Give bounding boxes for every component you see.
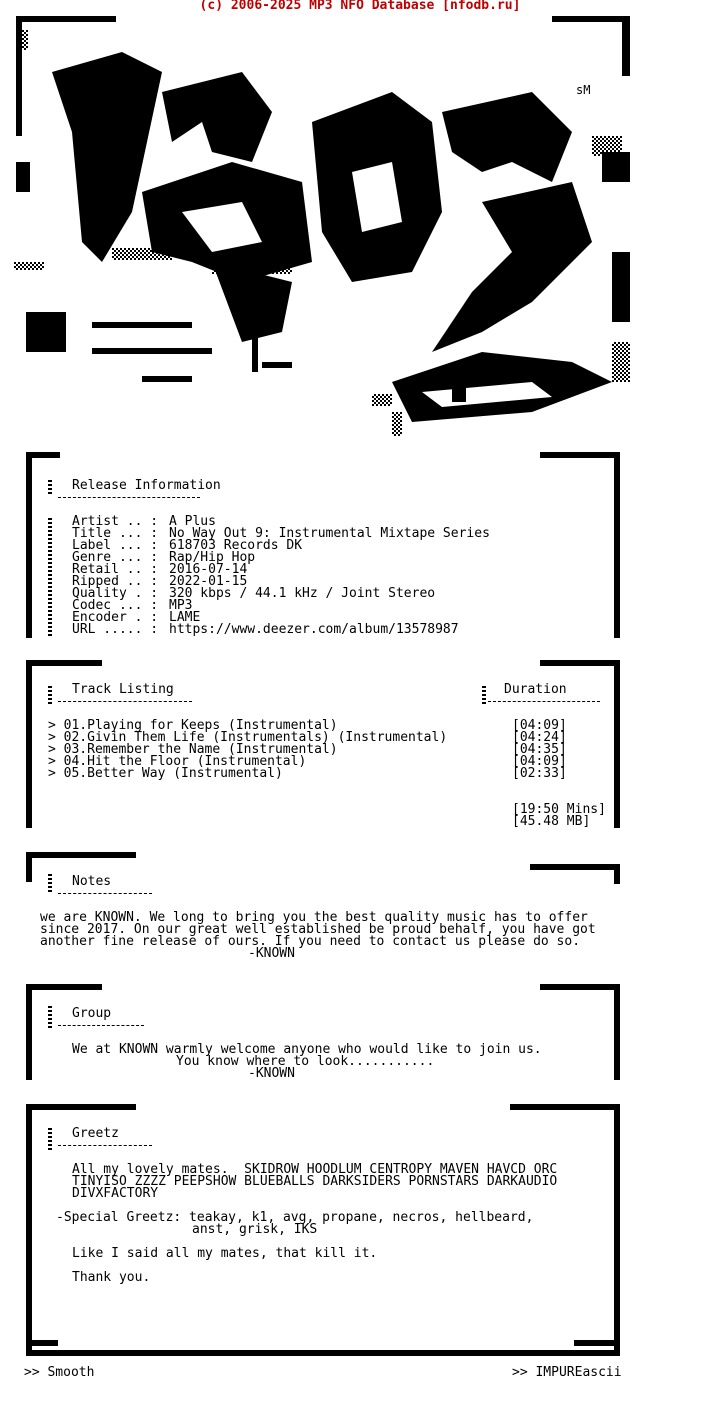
track-item: > 02.Givin Them Life (Instrumentals) (Instrumental) bbox=[48, 730, 448, 745]
duration-heading: Duration bbox=[504, 682, 567, 697]
release-field-artist: Artist .. : A Plus bbox=[72, 514, 216, 529]
track-durations bbox=[512, 720, 567, 780]
greetz-line: All my lovely mates. SKIDROW HOODLUM CENTROPY MAVEN HAVCD ORC bbox=[72, 1162, 558, 1177]
track-item: > 05.Better Way (Instrumental) bbox=[48, 766, 283, 781]
track-duration: [02:33] bbox=[512, 766, 567, 781]
track-item: > 04.Hit the Floor (Instrumental) bbox=[48, 754, 307, 769]
total-size: [45.48 MB] bbox=[512, 814, 591, 829]
track-list bbox=[48, 720, 447, 780]
total-time: [19:50 Mins] bbox=[512, 802, 606, 817]
track-item: > 01.Playing for Keeps (Instrumental) bbox=[48, 718, 338, 733]
greetz-line: TINYISO ZZZZ PEEPSHOW BLUEBALLS DARKSIDERS PORNSTARS DARKAUDIO bbox=[72, 1174, 558, 1189]
release-field-quality: Quality . : 320 kbps / 44.1 kHz / Joint Stereo bbox=[72, 586, 436, 601]
notes-heading: Notes bbox=[72, 874, 112, 889]
group-signature: -KNOWN bbox=[248, 1066, 295, 1081]
special-greetz-line: -Special Greetz: teakay, k1, avg, propane, necros, hellbeard, bbox=[56, 1210, 534, 1225]
release-field-genre: Genre ... : Rap/Hip Hop bbox=[72, 550, 256, 565]
track-duration: [04:24] bbox=[512, 730, 567, 745]
release-field-ripped: Ripped .. : 2022-01-15 bbox=[72, 574, 248, 589]
notes-signature: -KNOWN bbox=[248, 946, 295, 961]
release-field-title: Title ... : No Way Out 9: Instrumental Mixtape Series bbox=[72, 526, 490, 541]
release-field-encoder: Encoder . : LAME bbox=[72, 610, 201, 625]
greetz-line: DIVXFACTORY bbox=[72, 1186, 159, 1201]
art-signature: sM bbox=[576, 83, 591, 97]
group-line: We at KNOWN warmly welcome anyone who would like to join us. bbox=[72, 1042, 542, 1057]
release-field-url[interactable]: URL ..... : https://www.deezer.com/album/13578987 bbox=[72, 622, 459, 637]
footer-credit-left: >> Smooth bbox=[24, 1365, 95, 1380]
track-duration: [04:09] bbox=[512, 754, 567, 769]
release-info-heading: Release Information bbox=[72, 478, 221, 493]
release-fields bbox=[72, 516, 490, 636]
track-duration: [04:35] bbox=[512, 742, 567, 757]
notes-line: another fine release of ours. If you need to contact us please do so. bbox=[40, 934, 581, 949]
greetz-line: Like I said all my mates, that kill it. bbox=[72, 1246, 378, 1261]
release-field-codec: Codec ... : MP3 bbox=[72, 598, 193, 613]
group-line: You know where to look........... bbox=[176, 1054, 435, 1069]
special-greetz-line: anst, grisk, IKS bbox=[192, 1222, 318, 1237]
notes-line: we are KNOWN. We long to bring you the best quality music has to offer bbox=[40, 910, 588, 925]
greetz-heading: Greetz bbox=[72, 1126, 119, 1141]
release-field-retail: Retail .. : 2016-07-14 bbox=[72, 562, 248, 577]
track-listing-heading: Track Listing bbox=[72, 682, 174, 697]
track-item: > 03.Remember the Name (Instrumental) bbox=[48, 742, 338, 757]
footer-credit-right: >> IMPUREascii bbox=[512, 1365, 622, 1380]
greetz-line: Thank you. bbox=[72, 1270, 151, 1285]
release-field-label: Label ... : 618703 Records DK bbox=[72, 538, 303, 553]
group-heading: Group bbox=[72, 1006, 112, 1021]
track-duration: [04:09] bbox=[512, 718, 567, 733]
notes-line: since 2017. On our great well established be proud behalf, you have got bbox=[40, 922, 596, 937]
ascii-art-logo bbox=[12, 12, 642, 442]
greetz-box bbox=[26, 1104, 620, 1356]
copyright-banner: (c) 2006-2025 MP3 NFO Database [nfodb.ru] bbox=[199, 0, 521, 13]
